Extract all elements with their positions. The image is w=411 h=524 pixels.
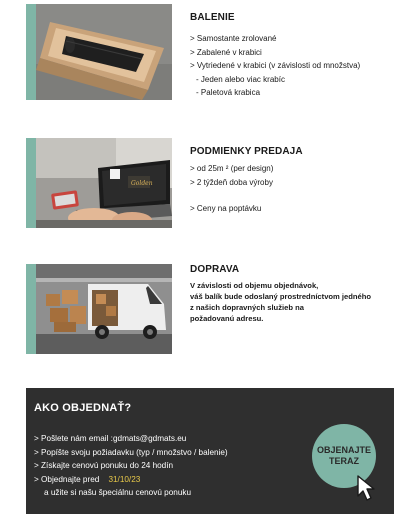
section-sales-terms xyxy=(0,132,411,242)
packaging-photo xyxy=(36,4,172,100)
section-title: PODMIENKY PREDAJA xyxy=(190,146,303,157)
packaging-list xyxy=(190,32,360,100)
svg-text:Golden: Golden xyxy=(131,180,153,187)
order-deadline-label: > Objednajte pred xyxy=(34,474,100,484)
list-item: > Vytriedené v krabici (v závislosti od množstva) xyxy=(190,61,361,70)
accent-bar xyxy=(26,4,36,100)
list-item: > Ceny na poptávku xyxy=(190,204,262,213)
list-item: a užite si našu špeciálnu cenovú ponuku xyxy=(44,488,192,497)
list-item: > 2 týždeň doba výroby xyxy=(190,177,273,187)
section-delivery xyxy=(0,258,411,368)
sales-terms-list xyxy=(190,162,273,216)
list-item: > Samostante zrolované xyxy=(190,34,277,43)
text-line: váš balík bude odoslaný prostredníctvom jedného xyxy=(190,292,372,301)
list-item xyxy=(34,473,228,487)
section-title: DOPRAVA xyxy=(190,264,240,275)
order-now-label-line1: OBJENAJTE xyxy=(316,445,371,455)
delivery-text xyxy=(190,280,371,324)
pointer-cursor-icon xyxy=(356,474,378,502)
list-item: - Paletová krabica xyxy=(196,88,261,97)
section-title: BALENIE xyxy=(190,12,235,23)
list-item: > Získajte cenovú ponuku do 24 hodín xyxy=(34,461,174,470)
list-item: - Jeden alebo viac krabíc xyxy=(196,74,285,84)
list-item: > od 25m ² (per design) xyxy=(190,164,274,173)
order-steps xyxy=(34,432,228,500)
accent-bar xyxy=(26,138,36,228)
list-item: > Popíšte svoju požiadavku (typ / množstvo / balenie) xyxy=(34,447,228,457)
text-line: požadovanú adresu. xyxy=(190,314,264,323)
accent-bar xyxy=(26,264,36,354)
order-deadline-date: 31/10/23 xyxy=(108,474,141,484)
list-item: > Pošlete nám email :gdmats@gdmats.eu xyxy=(34,434,187,443)
order-panel xyxy=(26,388,394,514)
text-line: V závislosti od objemu objednávok, xyxy=(190,281,319,290)
section-packaging xyxy=(0,0,411,110)
order-now-label-line2: TERAZ xyxy=(329,456,359,466)
list-item: > Zabalené v krabici xyxy=(190,47,262,57)
text-line: z našich dopravných služieb na xyxy=(190,303,304,312)
order-title: AKO OBJEDNAŤ? xyxy=(34,402,132,414)
van-photo xyxy=(36,264,172,354)
laptop-photo xyxy=(36,138,172,228)
